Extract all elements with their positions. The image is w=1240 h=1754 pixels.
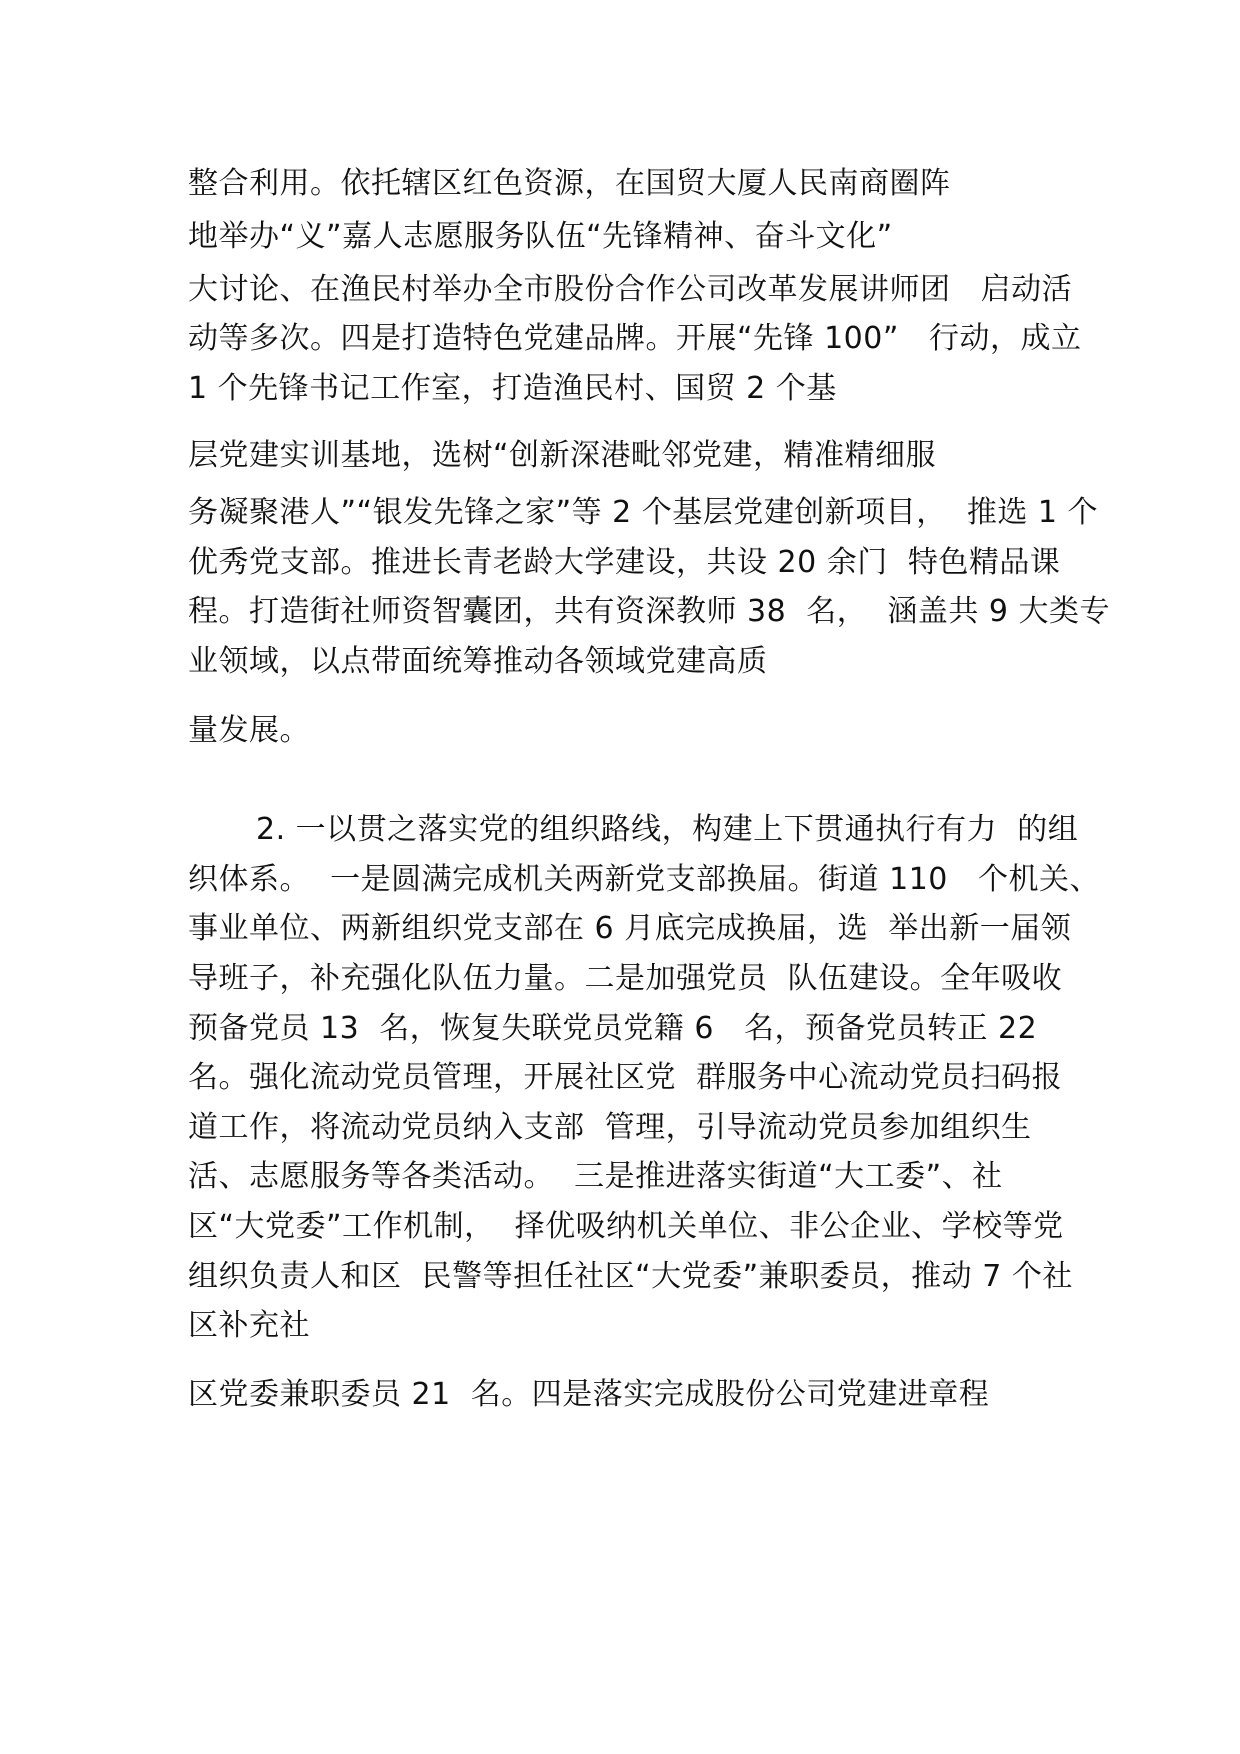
body-text-line: 名。强化流动党员管理，开展社区党 群服务中心流动党员扫码报 [188, 1060, 1063, 1095]
body-text-line: 大讨论、在渔民村举办全市股份合作公司改革发展讲师团 启动活 [188, 272, 1073, 307]
body-text-line: 程。打造街社师资智囊团，共有资深教师 38 名， 涵盖共 9 大类专 [188, 594, 1111, 629]
body-text-line: 组织负责人和区 民警等担任社区“大党委”兼职委员，推动 7 个社 [188, 1259, 1073, 1294]
body-text-line: 织体系。 一是圆满完成机关两新党支部换届。街道 110 个机关、 [188, 862, 1100, 897]
body-text-line: 优秀党支部。推进长青老龄大学建设，共设 20 余门 特色精品课 [188, 545, 1061, 580]
section-heading-line: 2. 一以贯之落实党的组织路线，构建上下贯通执行有力 的组 [256, 812, 1079, 847]
body-text-line: 量发展。 [188, 713, 310, 748]
body-text-line: 业领域，以点带面统筹推动各领域党建高质 [188, 644, 768, 679]
body-text-line: 整合利用。依托辖区红色资源，在国贸大厦人民南商圈阵 [188, 166, 951, 201]
body-text-line: 事业单位、两新组织党支部在 6 月底完成换届，选 举出新一届领 [188, 911, 1072, 946]
body-text-line: 道工作，将流动党员纳入支部 管理，引导流动党员参加组织生 [188, 1110, 1032, 1145]
body-text-line: 导班子，补充强化队伍力量。二是加强党员 队伍建设。全年吸收 [188, 961, 1063, 996]
body-text-line: 活、志愿服务等各类活动。 三是推进落实街道“大工委”、社 [188, 1159, 1003, 1194]
body-text-line: 区“大党委”工作机制， 择优吸纳机关单位、非公企业、学校等党 [188, 1209, 1064, 1244]
body-text-line: 区补充社 [188, 1308, 310, 1343]
body-text-line: 动等多次。四是打造特色党建品牌。开展“先锋 100” 行动，成立 [188, 321, 1082, 356]
body-text-line: 区党委兼职委员 21 名。四是落实完成股份公司党建进章程 [188, 1377, 990, 1412]
body-text-line: 层党建实训基地，选树“创新深港毗邻党建，精准精细服 [188, 438, 937, 473]
body-text-line: 预备党员 13 名，恢复失联党员党籍 6 名，预备党员转正 22 [188, 1011, 1038, 1046]
body-text-line: 1 个先锋书记工作室，打造渔民村、国贸 2 个基 [188, 371, 837, 406]
body-text-line: 务凝聚港人”“银发先锋之家”等 2 个基层党建创新项目， 推选 1 个 [188, 495, 1099, 530]
body-text-line: 地举办“义”嘉人志愿服务队伍“先锋精神、奋斗文化” [188, 219, 893, 254]
